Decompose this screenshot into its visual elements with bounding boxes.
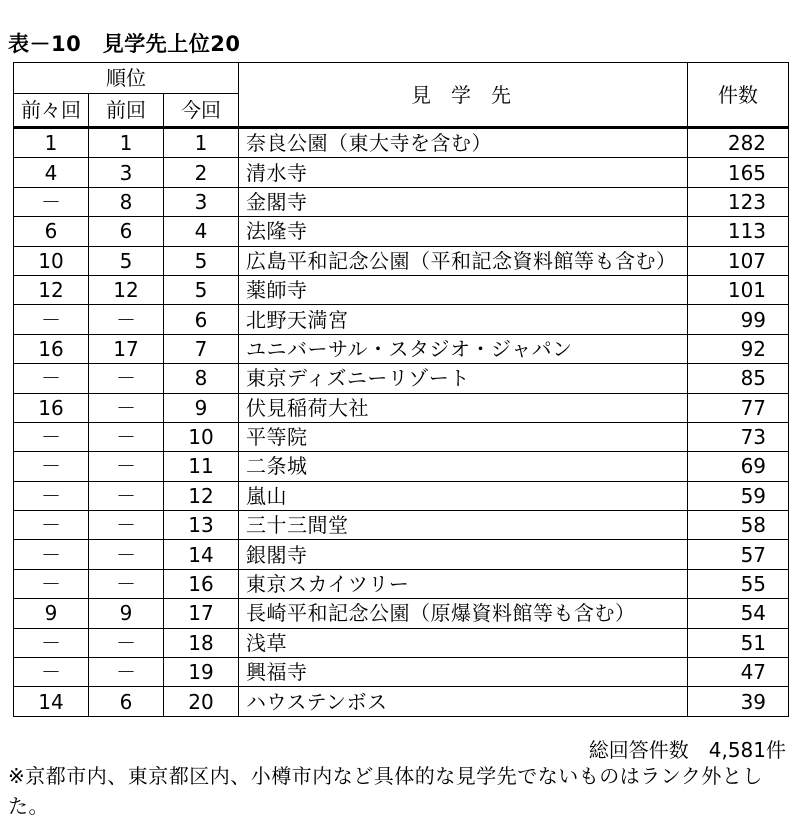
table-row: [14, 364, 789, 393]
prev2-rank-cell: 1: [14, 128, 89, 158]
prev-rank-cell: 8: [89, 187, 164, 216]
count-cell: 107: [688, 246, 789, 275]
count-cell: 69: [688, 452, 789, 481]
count-cell: 51: [688, 628, 789, 657]
current-rank-cell: 13: [164, 511, 239, 540]
total-count: 総回答件数 4,581件: [588, 738, 786, 762]
prev2-rank-cell: 10: [14, 246, 89, 275]
current-rank-cell: 12: [164, 481, 239, 510]
current-rank-cell: 4: [164, 217, 239, 246]
prev2-rank-cell: 12: [14, 275, 89, 304]
table-row: [14, 275, 789, 304]
current-rank-cell: 3: [164, 187, 239, 216]
prev2-rank-cell: －: [14, 540, 89, 569]
destination-name-cell: 法隆寺: [239, 217, 688, 246]
table-title: 表－10 見学先上位20: [8, 32, 241, 56]
current-rank-cell: 9: [164, 393, 239, 422]
prev-rank-cell: 1: [89, 128, 164, 158]
destination-name-cell: 東京スカイツリー: [239, 569, 688, 598]
current-rank-cell: 11: [164, 452, 239, 481]
destination-header: 見学先: [239, 63, 688, 128]
destination-name-cell: 長崎平和記念公園（原爆資料館等も含む）: [239, 599, 688, 628]
destination-name-cell: 東京ディズニーリゾート: [239, 364, 688, 393]
table-row: [14, 540, 789, 569]
prev-rank-cell: －: [89, 628, 164, 657]
table-row: [14, 305, 789, 334]
prev2-rank-cell: －: [14, 305, 89, 334]
count-cell: 123: [688, 187, 789, 216]
current-rank-cell: 8: [164, 364, 239, 393]
prev-rank-cell: －: [89, 364, 164, 393]
prev2-rank-cell: 14: [14, 687, 89, 716]
footnote: ※京都市内、東京都区内、小樽市内など具体的な見学先でないものはランク外とした。: [8, 764, 763, 818]
destination-name-cell: 浅草: [239, 628, 688, 657]
current-rank-cell: 6: [164, 305, 239, 334]
prev-rank-cell: 9: [89, 599, 164, 628]
count-header: 件数: [688, 63, 789, 128]
current-rank-cell: 19: [164, 658, 239, 687]
count-cell: 73: [688, 422, 789, 451]
destination-name-cell: 奈良公園（東大寺を含む）: [239, 128, 688, 158]
current-rank-cell: 16: [164, 569, 239, 598]
destination-name-cell: 北野天満宮: [239, 305, 688, 334]
count-cell: 101: [688, 275, 789, 304]
destination-name-cell: ハウステンボス: [239, 687, 688, 716]
prev2-rank-cell: －: [14, 628, 89, 657]
prev2-rank-cell: 9: [14, 599, 89, 628]
count-cell: 77: [688, 393, 789, 422]
destination-name-cell: 清水寺: [239, 158, 688, 187]
count-cell: 57: [688, 540, 789, 569]
table-row: [14, 334, 789, 363]
current-rank-cell: 5: [164, 246, 239, 275]
destination-name-cell: 三十三間堂: [239, 511, 688, 540]
prev-rank-cell: 5: [89, 246, 164, 275]
table-row: [14, 187, 789, 216]
destination-name-cell: 薬師寺: [239, 275, 688, 304]
prev2-rank-cell: －: [14, 422, 89, 451]
prev2-rank-cell: －: [14, 364, 89, 393]
prev-rank-cell: －: [89, 481, 164, 510]
destination-name-cell: 興福寺: [239, 658, 688, 687]
prev-rank-cell: 3: [89, 158, 164, 187]
table-row: [14, 128, 789, 158]
destination-name-cell: 平等院: [239, 422, 688, 451]
current-rank-cell: 17: [164, 599, 239, 628]
count-cell: 165: [688, 158, 789, 187]
current-rank-cell: 20: [164, 687, 239, 716]
prev2-rank-cell: 6: [14, 217, 89, 246]
table-row: [14, 422, 789, 451]
count-cell: 113: [688, 217, 789, 246]
prev-rank-cell: 6: [89, 217, 164, 246]
destination-name-cell: 嵐山: [239, 481, 688, 510]
prev-rank-cell: －: [89, 511, 164, 540]
count-cell: 59: [688, 481, 789, 510]
count-cell: 39: [688, 687, 789, 716]
prev2-header: 前々回: [14, 94, 89, 128]
destination-name-cell: ユニバーサル・スタジオ・ジャパン: [239, 334, 688, 363]
count-cell: 58: [688, 511, 789, 540]
prev2-rank-cell: 16: [14, 393, 89, 422]
table-row: [14, 217, 789, 246]
table-row: [14, 599, 789, 628]
table-row: [14, 246, 789, 275]
current-rank-cell: 18: [164, 628, 239, 657]
destination-name-cell: 二条城: [239, 452, 688, 481]
count-cell: 54: [688, 599, 789, 628]
prev2-rank-cell: 4: [14, 158, 89, 187]
current-rank-cell: 2: [164, 158, 239, 187]
prev2-rank-cell: 16: [14, 334, 89, 363]
prev-rank-cell: －: [89, 452, 164, 481]
current-rank-cell: 7: [164, 334, 239, 363]
current-header: 今回: [164, 94, 239, 128]
prev2-rank-cell: －: [14, 452, 89, 481]
prev-rank-cell: －: [89, 393, 164, 422]
prev2-rank-cell: －: [14, 481, 89, 510]
prev2-rank-cell: －: [14, 658, 89, 687]
prev-rank-cell: 17: [89, 334, 164, 363]
table-row: [14, 687, 789, 716]
table-row: [14, 628, 789, 657]
rank-group-header: 順位: [14, 63, 239, 94]
prev-rank-cell: －: [89, 569, 164, 598]
prev2-rank-cell: －: [14, 569, 89, 598]
count-cell: 55: [688, 569, 789, 598]
destination-name-cell: 広島平和記念公園（平和記念資料館等も含む）: [239, 246, 688, 275]
count-cell: 85: [688, 364, 789, 393]
count-cell: 99: [688, 305, 789, 334]
destination-name-cell: 金閣寺: [239, 187, 688, 216]
destination-name-cell: 伏見稲荷大社: [239, 393, 688, 422]
table-row: [14, 452, 789, 481]
table-row: [14, 158, 789, 187]
prev-rank-cell: －: [89, 540, 164, 569]
destinations-table: [13, 62, 789, 717]
prev-rank-cell: 6: [89, 687, 164, 716]
current-rank-cell: 10: [164, 422, 239, 451]
table-row: [14, 393, 789, 422]
count-cell: 47: [688, 658, 789, 687]
current-rank-cell: 1: [164, 128, 239, 158]
prev-rank-cell: －: [89, 422, 164, 451]
table-row: [14, 481, 789, 510]
current-rank-cell: 14: [164, 540, 239, 569]
prev-rank-cell: 12: [89, 275, 164, 304]
table-body: [14, 128, 789, 717]
table-row: [14, 569, 789, 598]
destination-name-cell: 銀閣寺: [239, 540, 688, 569]
prev-header: 前回: [89, 94, 164, 128]
current-rank-cell: 5: [164, 275, 239, 304]
prev2-rank-cell: －: [14, 511, 89, 540]
table-row: [14, 658, 789, 687]
count-cell: 92: [688, 334, 789, 363]
table-row: [14, 511, 789, 540]
count-cell: 282: [688, 128, 789, 158]
prev2-rank-cell: －: [14, 187, 89, 216]
prev-rank-cell: －: [89, 305, 164, 334]
prev-rank-cell: －: [89, 658, 164, 687]
